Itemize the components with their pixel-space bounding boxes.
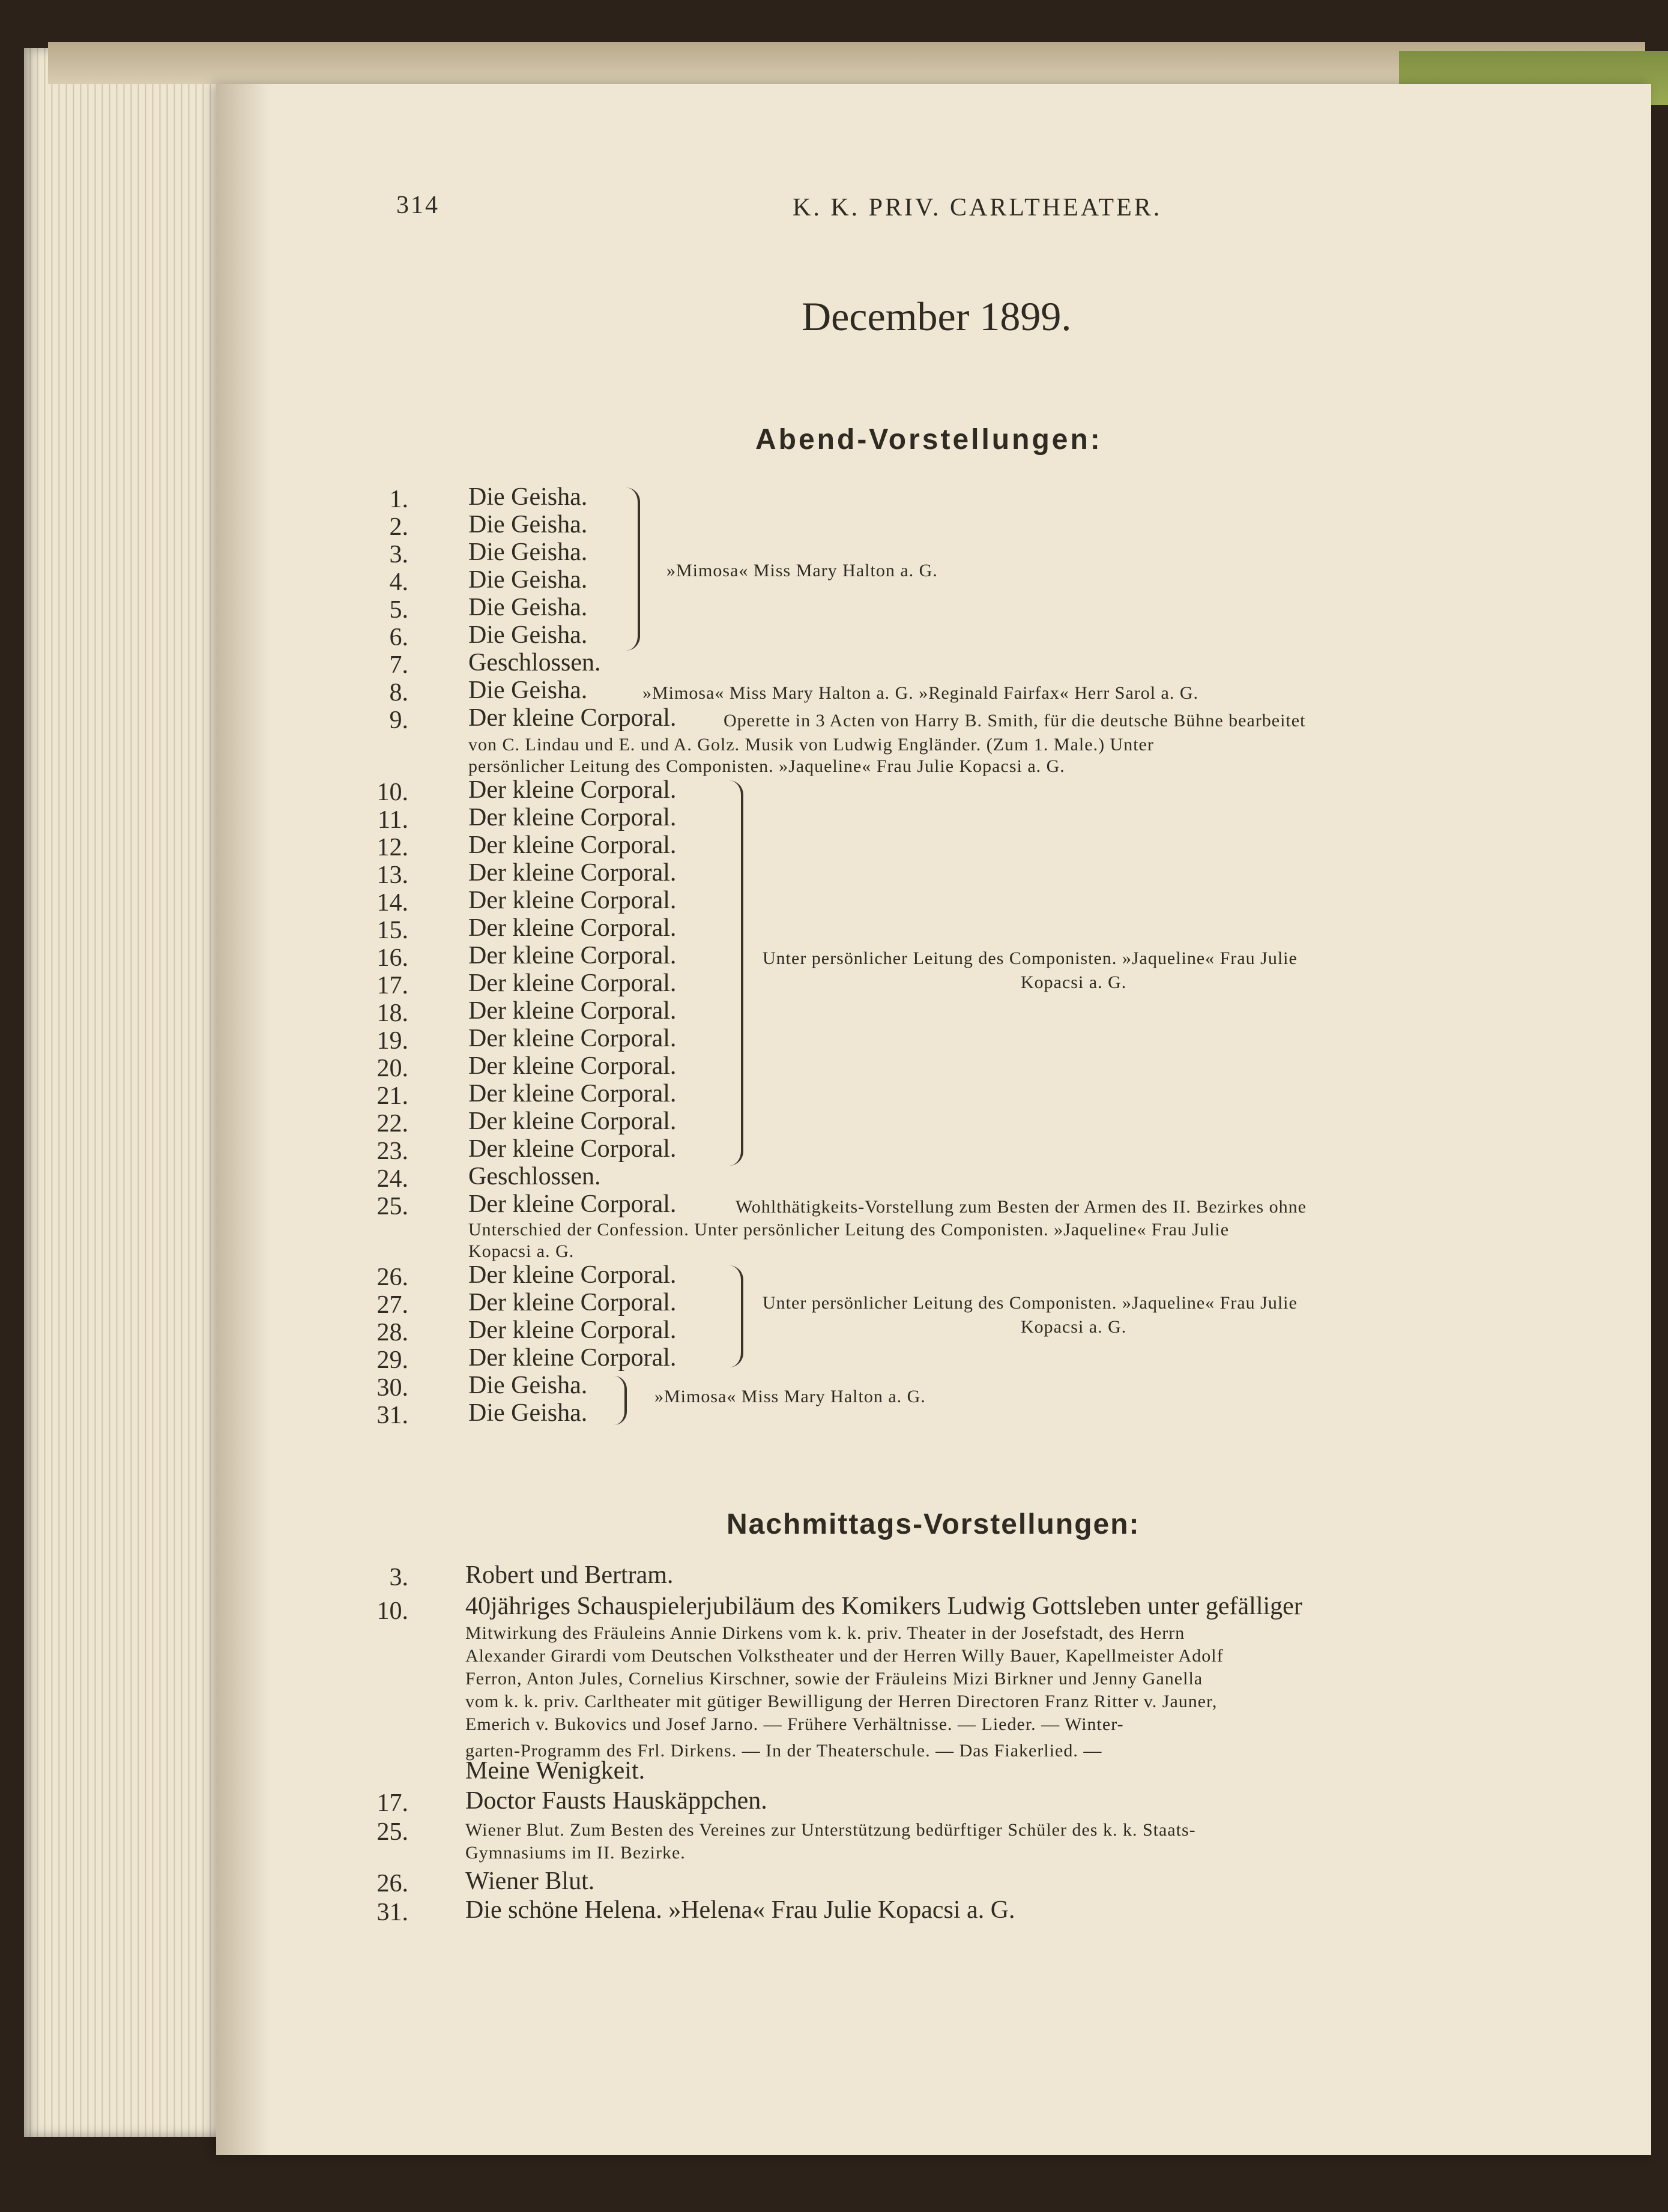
entry-number: 19. — [376, 1027, 408, 1055]
entry-number: 31. — [376, 1899, 408, 1926]
entry-play: Die Geisha. — [468, 1372, 588, 1399]
entry-number: 27. — [376, 1291, 408, 1319]
entry-play: Der kleine Corporal. — [468, 1025, 677, 1052]
entry-note-line: vom k. k. priv. Carltheater mit gütiger Bewilligung der Herren Directoren Franz Ritter v. Jauner, — [465, 1692, 1218, 1711]
entry-number: 12. — [376, 834, 408, 861]
bracket-note-corporal-10-23: Kopacsi a. G. — [1021, 972, 1127, 992]
entry-play: Der kleine Corporal. — [468, 887, 677, 914]
entry-play: Der kleine Corporal. — [468, 1316, 677, 1344]
entry-note-line: Mitwirkung des Fräuleins Annie Dirkens vom k. k. priv. Theater in der Josefstadt, des Herrn — [465, 1623, 1185, 1643]
entry-number: 9. — [389, 707, 408, 734]
entry-note-line: Wiener Blut. Zum Besten des Vereines zur Unterstützung bedürftiger Schüler des k. k. Staats- — [465, 1820, 1196, 1840]
entry-number: 17. — [376, 1789, 408, 1817]
entry-note-line: garten-Programm des Frl. Dirkens. — In der Theaterschule. — Das Fiakerlied. — — [465, 1741, 1102, 1761]
entry-play: Der kleine Corporal. — [468, 704, 677, 732]
entry-play: Der kleine Corporal. — [468, 1080, 677, 1108]
entry-play: Der kleine Corporal. — [468, 1052, 677, 1080]
entry-play: Der kleine Corporal. — [468, 1108, 677, 1135]
entry-number: 26. — [376, 1264, 408, 1291]
entry-number: 25. — [376, 1193, 408, 1220]
entry-number: 14. — [376, 889, 408, 917]
entry-number: 25. — [376, 1818, 408, 1846]
entry-number: 6. — [389, 624, 408, 651]
entry-play: Der kleine Corporal. — [468, 804, 677, 831]
page-title: December 1899. — [802, 294, 1072, 339]
bracket-note-geisha-30-31: »Mimosa« Miss Mary Halton a. G. — [654, 1387, 926, 1406]
entry-play: Geschlossen. — [468, 1163, 601, 1190]
evening-heading: Abend-Vorstellungen: — [755, 424, 1102, 456]
book-page-edges — [24, 48, 228, 2137]
entry-note-line: Unterschied der Confession. Unter persönlicher Leitung des Componisten. »Jaqueline« Frau Julie — [468, 1220, 1230, 1240]
entry-play: Der kleine Corporal. — [468, 1344, 677, 1372]
entry-play: Die Geisha. — [468, 1399, 588, 1427]
entry-number: 16. — [376, 944, 408, 972]
entry-number: 1. — [389, 486, 408, 513]
entry-play: Robert und Bertram. — [465, 1561, 674, 1589]
entry-play: Die Geisha. — [468, 511, 588, 538]
entry-number: 20. — [376, 1055, 408, 1082]
bracket-corporal-26-29 — [727, 1265, 743, 1367]
entry-number: 17. — [376, 972, 408, 999]
bracket-note-corporal-26-29: Unter persönlicher Leitung des Componisten. »Jaqueline« Frau Julie — [763, 1293, 1298, 1313]
entry-play: Der kleine Corporal. — [468, 997, 677, 1025]
bracket-geisha-30-31 — [614, 1376, 627, 1425]
running-title: K. K. PRIV. CARLTHEATER. — [793, 194, 1162, 222]
entry-note-line: persönlicher Leitung des Componisten. »Jaqueline« Frau Julie Kopacsi a. G. — [468, 756, 1065, 776]
entry-number: 22. — [376, 1110, 408, 1138]
page-number: 314 — [396, 191, 440, 219]
entry-number: 7. — [389, 651, 408, 679]
entry-number: 28. — [376, 1319, 408, 1346]
bracket-note-corporal-10-23: Unter persönlicher Leitung des Componisten. »Jaqueline« Frau Julie — [763, 948, 1298, 968]
entry-play: Die Geisha. — [468, 594, 588, 621]
entry-number: 11. — [378, 806, 408, 834]
entry-note-line: Emerich v. Bukovics und Josef Jarno. — Frühere Verhältnisse. — Lieder. — Winter- — [465, 1714, 1124, 1734]
entry-number: 31. — [376, 1402, 408, 1429]
entry-note-line: Kopacsi a. G. — [468, 1241, 575, 1261]
entry-play: Die Geisha. — [468, 677, 588, 704]
bracket-corporal-10-23 — [727, 780, 743, 1166]
book-page — [216, 84, 1651, 2155]
entry-number: 24. — [376, 1165, 408, 1193]
entry-play: Der kleine Corporal. — [468, 859, 677, 887]
entry-number: 3. — [389, 541, 408, 568]
entry-number: 18. — [376, 999, 408, 1027]
entry-number: 13. — [376, 861, 408, 889]
entry-number: 15. — [376, 917, 408, 944]
afternoon-heading: Nachmittags-Vorstellungen: — [727, 1508, 1140, 1540]
entry-number: 21. — [376, 1082, 408, 1110]
entry-play: Der kleine Corporal. — [468, 1261, 677, 1289]
entry-number: 8. — [389, 679, 408, 707]
entry-play: Geschlossen. — [468, 649, 601, 677]
entry-play: Der kleine Corporal. — [468, 969, 677, 997]
entry-play: Der kleine Corporal. — [468, 942, 677, 969]
entry-number: 2. — [389, 513, 408, 541]
entry-play: Der kleine Corporal. — [468, 1289, 677, 1316]
entry-note-line: von C. Lindau und E. und A. Golz. Musik von Ludwig Engländer. (Zum 1. Male.) Unter — [468, 735, 1154, 755]
entry-number: 5. — [389, 596, 408, 624]
bracket-note-geisha-1-6: »Mimosa« Miss Mary Halton a. G. — [666, 561, 938, 580]
entry-play: Der kleine Corporal. — [468, 1190, 677, 1218]
entry-note-line: Alexander Girardi vom Deutschen Volkstheater und der Herren Willy Bauer, Kapellmeister Adolf — [465, 1646, 1224, 1666]
entry-play: Der kleine Corporal. — [468, 1135, 677, 1163]
entry-play: Der kleine Corporal. — [468, 776, 677, 804]
entry-note: »Mimosa« Miss Mary Halton a. G. »Reginald Fairfax« Herr Sarol a. G. — [642, 683, 1199, 703]
entry-note-line: Gymnasiums im II. Bezirke. — [465, 1843, 686, 1863]
entry-number: 29. — [376, 1346, 408, 1374]
entry-number: 30. — [376, 1374, 408, 1402]
entry-play: Die Geisha. — [468, 483, 588, 511]
entry-number: 23. — [376, 1138, 408, 1165]
entry-number: 10. — [376, 779, 408, 806]
entry-play: Doctor Fausts Hauskäppchen. — [465, 1787, 767, 1815]
entry-play: Der kleine Corporal. — [468, 914, 677, 942]
bracket-geisha-1-6 — [624, 487, 640, 651]
entry-play: Meine Wenigkeit. — [465, 1757, 645, 1785]
entry-play: Wiener Blut. — [465, 1867, 595, 1895]
bracket-note-corporal-26-29: Kopacsi a. G. — [1021, 1317, 1127, 1337]
entry-play: Die Geisha. — [468, 621, 588, 649]
entry-note: Operette in 3 Acten von Harry B. Smith, für die deutsche Bühne bearbeitet — [724, 711, 1306, 731]
entry-note: Wohlthätigkeits-Vorstellung zum Besten der Armen des II. Bezirkes ohne — [736, 1197, 1307, 1217]
entry-play: Der kleine Corporal. — [468, 831, 677, 859]
entry-play: 40jähriges Schauspielerjubiläum des Komikers Ludwig Gottsleben unter gefälliger — [465, 1593, 1302, 1620]
entry-number: 3. — [389, 1564, 408, 1591]
entry-number: 4. — [389, 568, 408, 596]
entry-play: Die schöne Helena. »Helena« Frau Julie Kopacsi a. G. — [465, 1896, 1015, 1924]
entry-number: 10. — [376, 1597, 408, 1625]
entry-note-line: Ferron, Anton Jules, Cornelius Kirschner, sowie der Fräuleins Mizi Birkner und Jenny Ganella — [465, 1669, 1203, 1689]
entry-play: Die Geisha. — [468, 538, 588, 566]
gutter-shadow — [216, 84, 270, 2155]
entry-number: 26. — [376, 1870, 408, 1897]
entry-play: Die Geisha. — [468, 566, 588, 594]
